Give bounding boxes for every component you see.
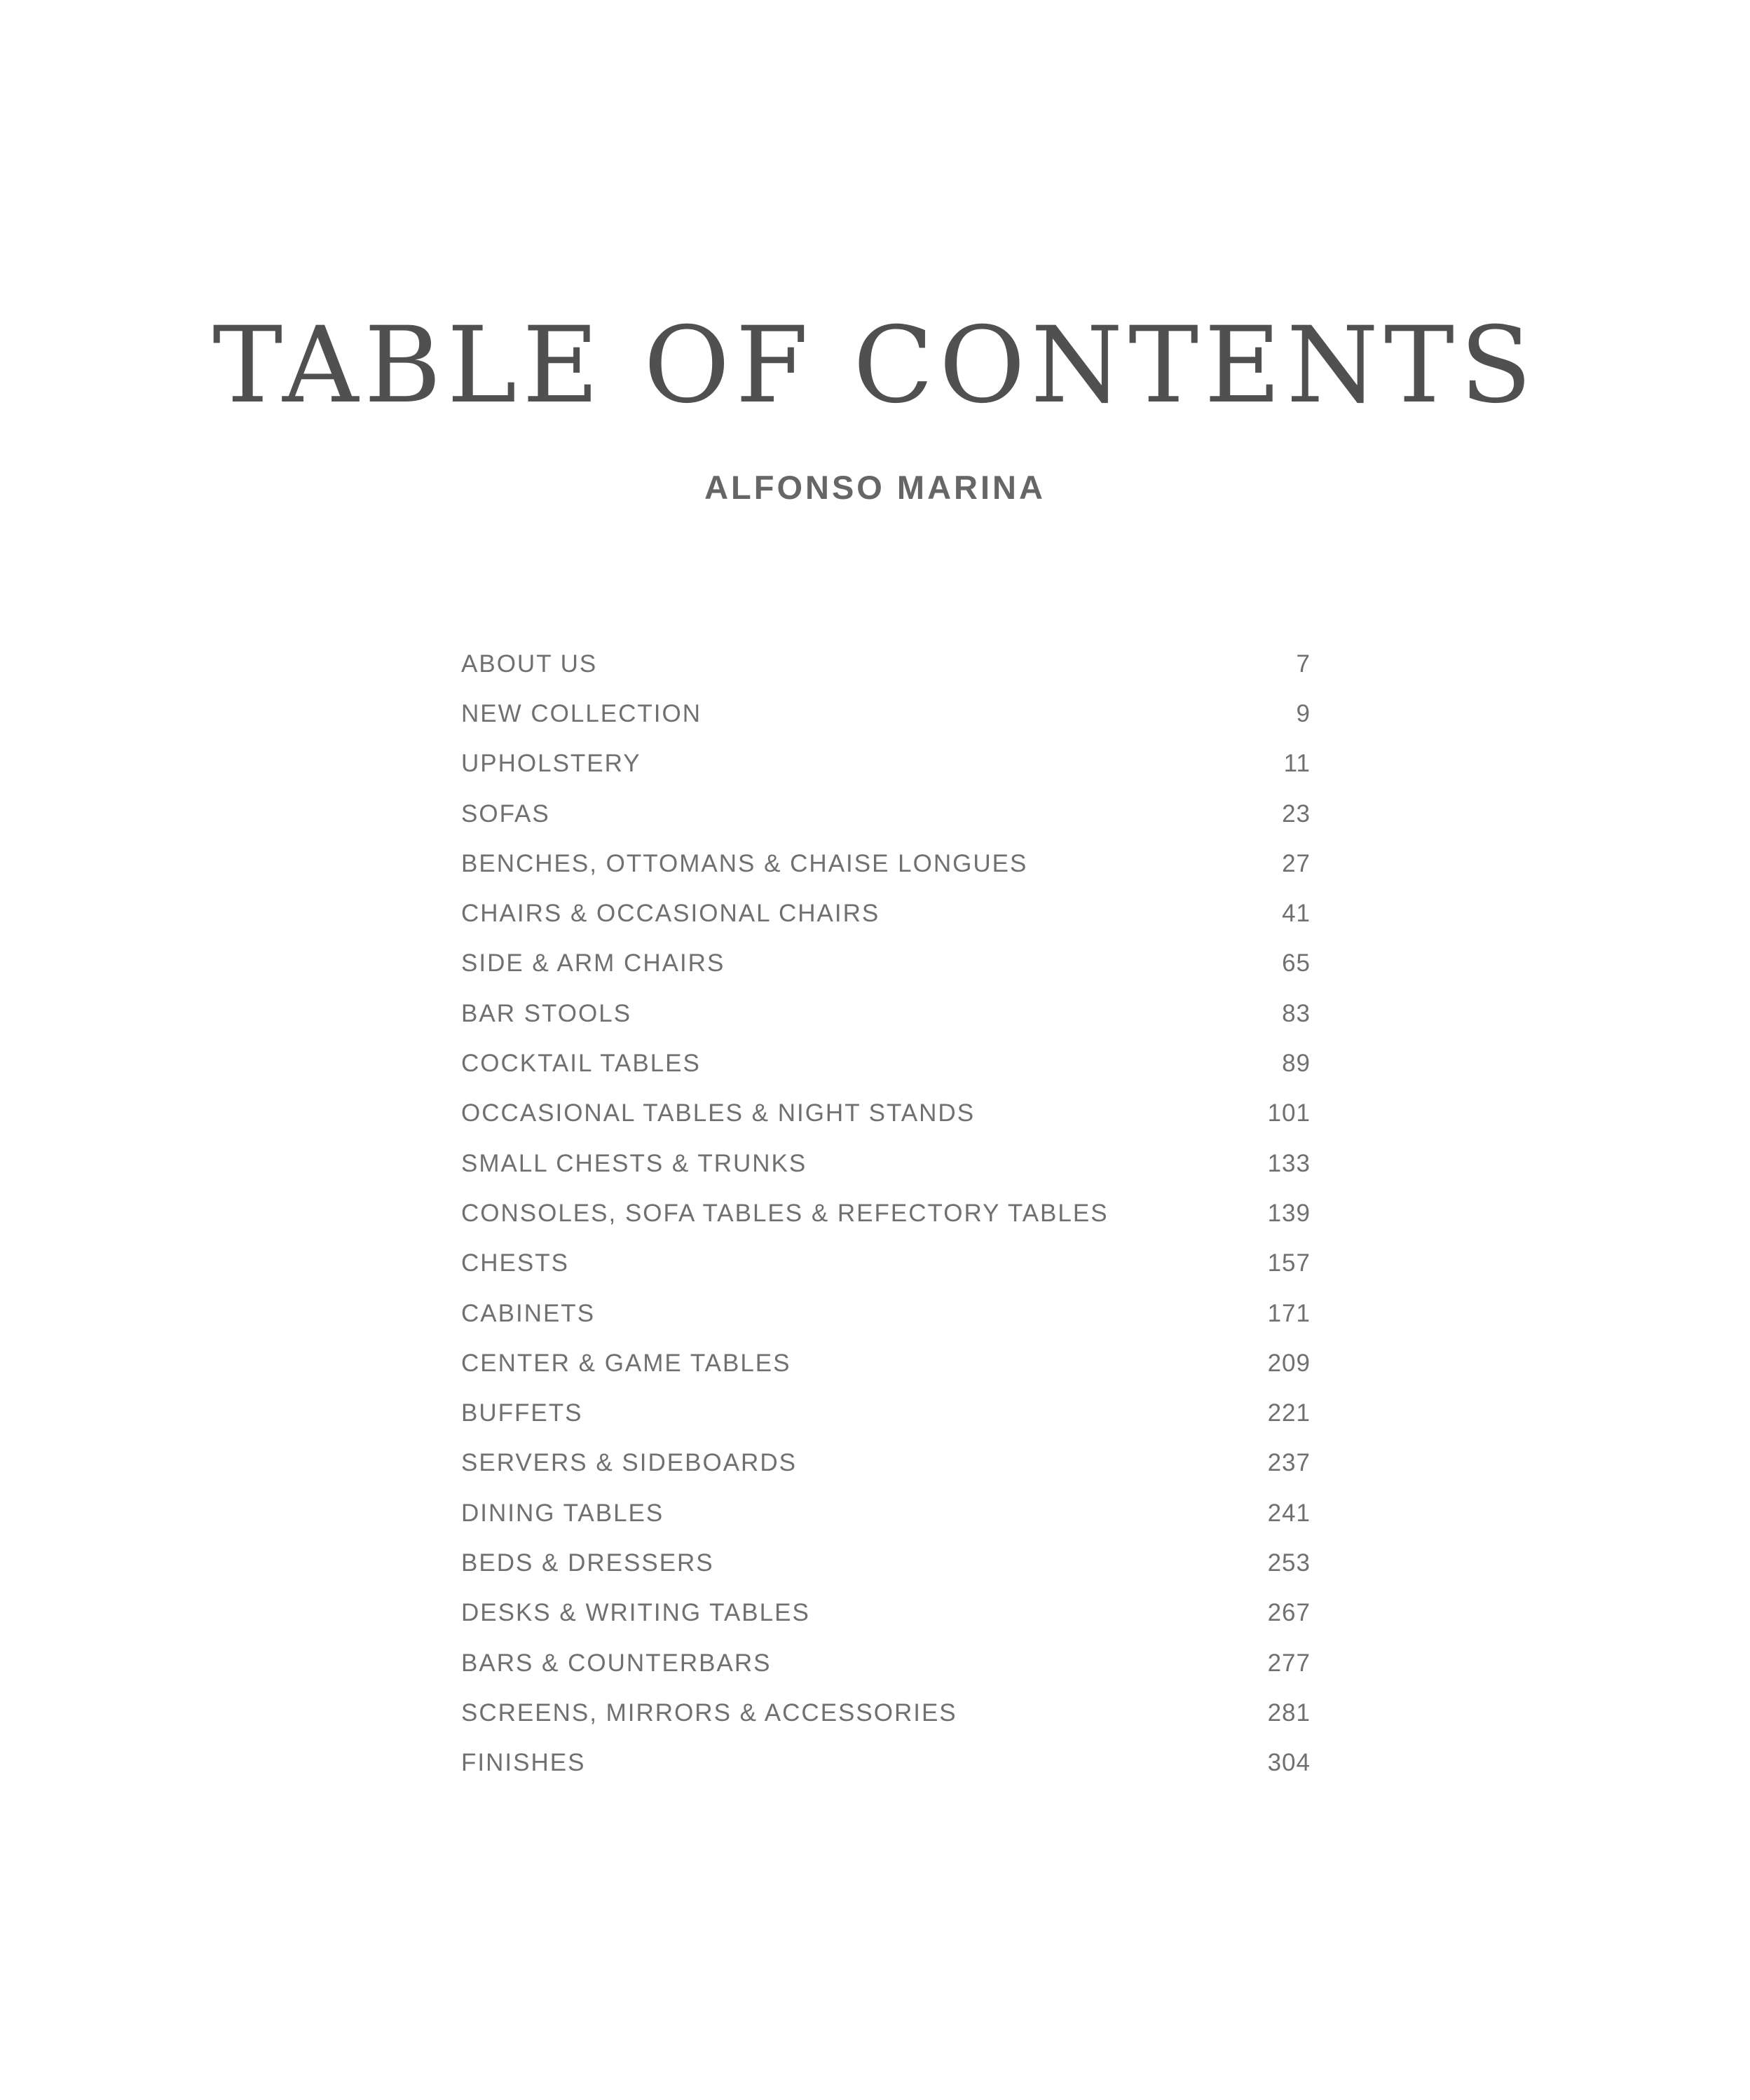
toc-entry[interactable]: [461, 989, 1311, 1038]
toc-entry[interactable]: [461, 689, 1311, 739]
toc-entry[interactable]: [461, 639, 1311, 689]
toc-entry-label: SMALL CHESTS & TRUNKS: [461, 1149, 807, 1177]
toc-entry-page-number: 267: [1267, 1599, 1311, 1627]
toc-entry[interactable]: [461, 1738, 1311, 1788]
toc-entry-label: SCREENS, MIRRORS & ACCESSORIES: [461, 1698, 957, 1727]
toc-entry[interactable]: [461, 739, 1311, 789]
toc-entry-label: BAR STOOLS: [461, 999, 632, 1027]
toc-entry[interactable]: [461, 1488, 1311, 1538]
toc-entry-label: UPHOLSTERY: [461, 750, 641, 778]
toc-entry[interactable]: [461, 1538, 1311, 1588]
toc-entry[interactable]: [461, 939, 1311, 989]
toc-entry-page-number: 41: [1282, 900, 1311, 928]
toc-list: [461, 639, 1311, 1788]
toc-entry[interactable]: [461, 839, 1311, 888]
toc-entry-page-number: 281: [1267, 1698, 1311, 1727]
toc-entry-page-number: 83: [1282, 999, 1311, 1027]
toc-entry[interactable]: [461, 888, 1311, 938]
toc-entry-label: BARS & COUNTERBARS: [461, 1649, 772, 1677]
page-title: TABLE OF CONTENTS: [212, 305, 1538, 427]
toc-entry-page-number: 65: [1282, 949, 1311, 977]
toc-entry-page-number: 253: [1267, 1549, 1311, 1577]
toc-entry-label: CONSOLES, SOFA TABLES & REFECTORY TABLES: [461, 1199, 1109, 1227]
toc-entry[interactable]: [461, 1188, 1311, 1238]
toc-entry-page-number: 221: [1267, 1399, 1311, 1427]
toc-entry-label: BUFFETS: [461, 1399, 583, 1427]
toc-entry-page-number: 171: [1267, 1299, 1311, 1327]
toc-entry-page-number: 277: [1267, 1649, 1311, 1677]
toc-entry-page-number: 237: [1267, 1449, 1311, 1477]
toc-entry[interactable]: [461, 789, 1311, 839]
toc-entry[interactable]: [461, 1388, 1311, 1438]
toc-entry-label: CABINETS: [461, 1299, 596, 1327]
toc-entry-page-number: 89: [1282, 1050, 1311, 1078]
toc-entry-page-number: 101: [1267, 1099, 1311, 1127]
toc-entry[interactable]: [461, 1089, 1311, 1139]
toc-entry-label: COCKTAIL TABLES: [461, 1050, 701, 1078]
toc-entry-page-number: 27: [1282, 849, 1311, 877]
toc-entry-page-number: 9: [1296, 699, 1311, 727]
toc-entry-label: ABOUT US: [461, 650, 598, 678]
toc-entry-page-number: 241: [1267, 1499, 1311, 1527]
toc-entry-page-number: 157: [1267, 1249, 1311, 1277]
toc-entry-page-number: 139: [1267, 1199, 1311, 1227]
toc-entry-label: CHAIRS & OCCASIONAL CHAIRS: [461, 900, 880, 928]
toc-entry-page-number: 209: [1267, 1349, 1311, 1377]
toc-entry-label: OCCASIONAL TABLES & NIGHT STANDS: [461, 1099, 976, 1127]
toc-entry-page-number: 304: [1267, 1749, 1311, 1777]
toc-entry-page-number: 7: [1296, 650, 1311, 678]
toc-entry-label: CHESTS: [461, 1249, 569, 1277]
toc-entry-label: BENCHES, OTTOMANS & CHAISE LONGUES: [461, 849, 1028, 877]
toc-entry-label: FINISHES: [461, 1749, 586, 1777]
toc-entry[interactable]: [461, 1338, 1311, 1388]
toc-entry-label: SIDE & ARM CHAIRS: [461, 949, 725, 977]
toc-entry-label: NEW COLLECTION: [461, 699, 702, 727]
toc-entry-page-number: 133: [1267, 1149, 1311, 1177]
toc-entry[interactable]: [461, 1038, 1311, 1088]
toc-entry-label: BEDS & DRESSERS: [461, 1549, 714, 1577]
toc-entry[interactable]: [461, 1638, 1311, 1688]
toc-entry-label: DESKS & WRITING TABLES: [461, 1599, 810, 1627]
toc-entry[interactable]: [461, 1688, 1311, 1738]
toc-entry-label: SOFAS: [461, 799, 550, 828]
toc-entry[interactable]: [461, 1139, 1311, 1188]
toc-entry-label: CENTER & GAME TABLES: [461, 1349, 791, 1377]
toc-entry[interactable]: [461, 1289, 1311, 1338]
toc-entry-label: DINING TABLES: [461, 1499, 664, 1527]
toc-entry[interactable]: [461, 1239, 1311, 1289]
brand-subtitle: ALFONSO MARINA: [704, 469, 1046, 506]
toc-entry-page-number: 11: [1283, 750, 1311, 778]
toc-entry-label: SERVERS & SIDEBOARDS: [461, 1449, 797, 1477]
toc-entry[interactable]: [461, 1439, 1311, 1488]
toc-entry-page-number: 23: [1282, 799, 1311, 828]
toc-entry[interactable]: [461, 1588, 1311, 1638]
